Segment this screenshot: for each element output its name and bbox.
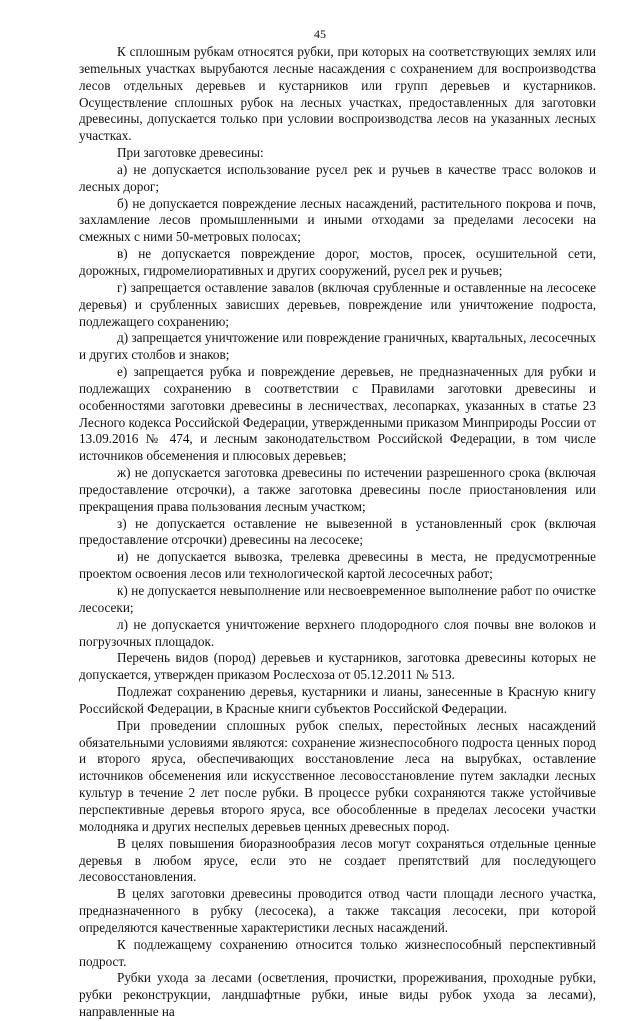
paragraph-harvesting-intro: При заготовке древесины:	[117, 145, 264, 161]
paragraph-clear-cutting-definition: К сплошным рубкам относятся рубки, при которых на соответствующих землях или зеmельных участках вырубаются лесные насаждения с сохранением для воспроизводства лесов отдельных деревьев и кустарников или групп деревьев и кустарников. Осуществление сплошных рубок на лесных участках, предоставленных для заготовки древесины, допускается только при условии воспроизводства лесов на указанных лесных участках.	[79, 44, 596, 144]
paragraph-undergrowth: К подлежащему сохранению относится только жизнеспособный перспективный подрост.	[79, 936, 596, 969]
paragraph-rule-e: е) запрещается рубка и повреждение деревьев, не предназначенных для рубки и подлежащих сохранению в соответствии с Правилами заготовки древесины и особенностями заготовки древесины в лесничествах, лесопарках, указанных в статье 23 Лесного кодекса Российской Федерации, утвержденными приказом Минприроды России от 13.09.2016 № 474, и лесным законодательством Российской Федерации, в том числе источников обсеменения и плюсовых деревьев;	[79, 364, 596, 464]
paragraph-prohibited-species: Перечень видов (пород) деревьев и кустарников, заготовка древесины которых не допускается, утвержден приказом Рослесхоза от 05.12.2011 № 513.	[79, 650, 596, 683]
paragraph-rule-d: д) запрещается уничтожение или повреждение граничных, квартальных, лесосечных и других столбов и знаков;	[79, 330, 596, 363]
page-body	[79, 44, 596, 1021]
paragraph-mandatory-conditions: При проведении сплошных рубок спелых, перестойных лесных насаждений обязательными условиями являются: сохранение жизнеспособного подроста ценных пород и второго яруса, обеспечивающих восстановление леса на вырубках, оставление источников обсеменения или искусственное лесовосстановление путем закладки лесных культур в течение 2 лет после рубки. В процессе рубки сохраняются также устойчивые перспективные деревья второго яруса, все обособленные в пределах лесосеки участки молодняка и других неспелых деревьев ценных древесных пород.	[79, 717, 596, 834]
paragraph-rule-z: з) не допускается оставление не вывезенной в установленный срок (включая предоставление отсрочки) древесины на лесосеке;	[79, 515, 596, 548]
paragraph-rule-v: в) не допускается повреждение дорог, мостов, просек, осушительной сети, дорожных, гидромелиоративных и других сооружений, русел рек и ручьев;	[79, 246, 596, 278]
paragraph-cutting-area-allocation: В целях заготовки древесины проводится отвод части площади лесного участка, предназначенного в рубку (лесосека), а также таксация лесосеки, при которой определяются качественные характеристики лесных насаждений.	[79, 886, 596, 935]
paragraph-rule-a: а) не допускается использование русел рек и ручьев в качестве трасс волоков и лесных дорог;	[79, 161, 596, 194]
paragraph-biodiversity: В целях повышения биоразнообразия лесов могут сохраняться отдельные ценные деревья в любом ярусе, если это не создает препятствий для последующего лесовосстановления.	[79, 835, 596, 885]
paragraph-rule-i: и) не допускается вывозка, трелевка древесины в места, не предусмотренные проектом освоения лесов или технологической картой лесосечных работ;	[79, 549, 596, 582]
paragraph-thinning-cuts: Рубки ухода за лесами (осветления, прочистки, прореживания, проходные рубки, рубки реконструкции, ландшафтные рубки, иные виды рубок ухода за лесами), направленные на	[79, 970, 596, 1020]
paragraph-red-book: Подлежат сохранению деревья, кустарники и лианы, занесенные в Красную книгу Российской Федерации, в Красные книги субъектов Российской Федерации.	[79, 684, 596, 716]
paragraph-rule-g: г) запрещается оставление завалов (включая срубленные и оставленные на лесосеке деревья) и срубленных зависших деревьев, повреждение или уничтожение подроста, подлежащего сохранению;	[79, 279, 596, 329]
paragraph-rule-zh: ж) не допускается заготовка древесины по истечении разрешенного срока (включая предоставление отсрочки), а также заготовка древесины после приостановления или прекращения права пользования лесным участком;	[79, 465, 596, 514]
paragraph-rule-l: л) не допускается уничтожение верхнего плодородного слоя почвы вне волоков и погрузочных площадок.	[79, 616, 596, 649]
paragraph-rule-k: к) не допускается невыполнение или несвоевременное выполнение работ по очистке лесосеки;	[79, 583, 596, 615]
page-number: 45	[314, 27, 326, 41]
paragraph-rule-b: б) не допускается повреждение лесных насаждений, растительного покрова и почв, захламление лесов промышленными и иными отходами за пределами лесосеки на смежных с ними 50-метровых полосах;	[79, 195, 596, 245]
